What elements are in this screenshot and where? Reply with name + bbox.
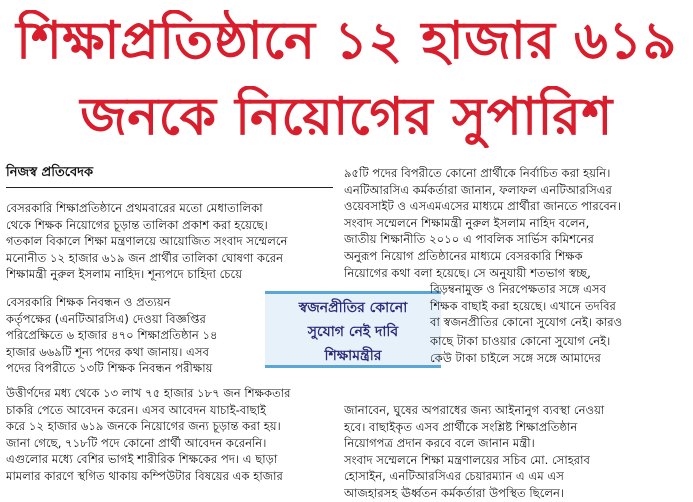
pull-quote-line: শিক্ষামন্ত্রীর bbox=[324, 348, 382, 364]
paragraph-line: কেউ টাকা চাইলে সঙ্গে সঙ্গে আমাদের bbox=[430, 350, 601, 365]
paragraph-line: মনোনীত ১২ হাজার ৬১৯ জন প্রার্থীর তালিকা ঘোষণা করেন bbox=[6, 250, 284, 265]
paragraph-line: শিক্ষক বাছাই করা হয়েছে। এখানে তদবির bbox=[430, 298, 616, 313]
paragraph-line: সংবাদ সম্মেলনে শিক্ষা মন্ত্রণালয়ের সচিব মো. সোহরাব bbox=[344, 452, 590, 467]
paragraph-line: জানাবেন, ঘুষের অপরাধের জন্য আইনানুগ ব্যবস্থা নেওয়া bbox=[344, 403, 605, 417]
paragraph-line: বা স্বজনপ্রীতির কোনো সুযোগ নেই। কারও bbox=[430, 315, 623, 330]
paragraph-line: উত্তীর্ণদের মধ্য থেকে ১৩ লাখ ৭৫ হাজার ১৮৭ জন শিক্ষকতার bbox=[6, 386, 291, 400]
paragraph-line: বেসরকারি শিক্ষাপ্রতিষ্ঠানে প্রথমবারের মতো মেধাতালিকা bbox=[6, 201, 263, 215]
paragraph-line: পরিপ্রেক্ষিতে ৬ হাজার ৪৭০ শিক্ষাপ্রতিষ্ঠান ১৪ bbox=[6, 328, 218, 343]
paragraph-line: এগুলোর মধ্যে বেশির ভাগই শারীরিক শিক্ষকের পদ। এ ছাড়া bbox=[6, 452, 278, 467]
pull-quote-line: সুযোগ নেই দাবি bbox=[307, 324, 399, 340]
body-column-left-bottom bbox=[6, 385, 336, 485]
paragraph-line: কাছে টাকা চাওয়ার কোনো সুযোগ নেই। bbox=[430, 334, 611, 348]
body-column-right-mid bbox=[430, 333, 688, 366]
paragraph-line: অনুরূপ নিয়োগ প্রতিষ্ঠানের মাধ্যমে বেসরকারি শিক্ষক bbox=[344, 248, 583, 263]
paragraph-line: থেকে শিক্ষক নিয়োগের চূড়ান্ত তালিকা প্রকাশ করা হয়েছে। bbox=[6, 217, 268, 232]
paragraph-line: মামলার কারণে স্থগিত থাকায় কম্পিউটার বিষয়ের এক হাজার bbox=[6, 468, 283, 483]
paragraph-line: ৯৫টি পদের বিপরীতে কোনো প্রার্থীকে নির্বাচিত করা হয়নি। bbox=[344, 166, 611, 180]
paragraph-line: পদের বিপরীতে ১৩টি শিক্ষক নিবন্ধন পরীক্ষায় bbox=[6, 361, 213, 376]
paragraph-line: হোসাইন, এনটিআরসিএর চেয়ারম্যান এ এম এস bbox=[344, 469, 564, 484]
paragraph-line: বেসরকারি শিক্ষক নিবন্ধন ও প্রত্যয়ন bbox=[6, 295, 171, 309]
paragraph-line: কর্তৃপক্ষের (এনটিআরসিএ) দেওয়া বিজ্ঞপ্তির bbox=[6, 311, 206, 326]
paragraph-line: আজহারসহ ঊর্ধ্বতন কর্মকর্তারা উপস্থিত ছিলেন। bbox=[344, 485, 565, 500]
paragraph-line: চাকরি পেতে আবেদন করেন। এসব আবেদন যাচাই-বাছাই bbox=[6, 402, 267, 417]
body-column-left-top bbox=[6, 200, 336, 283]
paragraph-line: জাতীয় শিক্ষানীতি ২০১০ এ পাবলিক সার্ভিস কমিশনের bbox=[344, 232, 594, 247]
headline-line-2: জনকে নিয়োগের সুপারিশ bbox=[80, 87, 613, 147]
paragraph-line: জানা গেছে, ৭১৮টি পদে কোনো প্রার্থী আবেদন করেননি। bbox=[6, 435, 267, 450]
paragraph-line: এনটিআরসিএ কর্মকর্তারা জানান, ফলাফল এনটিআরসিএর bbox=[344, 182, 612, 197]
paragraph-line: গতকাল বিকালে শিক্ষা মন্ত্রণালয়ে আয়োজিত সংবাদ সম্মেলনে bbox=[6, 234, 288, 249]
paragraph-line: নিয়োগের কথা বলা হয়েছে। সে অনুযায়ী শতভাগ স্বচ্ছ, bbox=[344, 265, 591, 280]
paragraph-line: হবে। বাছাইকৃত এসব প্রার্থীকে সংশ্লিষ্ট শিক্ষাপ্রতিষ্ঠান bbox=[344, 419, 578, 434]
byline: নিজস্ব প্রতিবেদক bbox=[6, 163, 333, 188]
paragraph-line: নিয়োগপত্র প্রদান করবে বলে জানান মন্ত্রী। bbox=[344, 436, 535, 451]
paragraph-line: হাজার ৬৬৯টি শূন্য পদের কথা জানায়। এসব bbox=[6, 344, 209, 359]
body-column-right-top bbox=[344, 165, 688, 331]
body-column-right-bottom bbox=[344, 402, 688, 502]
paragraph-line: সংবাদ সম্মেলনে শিক্ষামন্ত্রী নুরুল ইসলাম নাহিদ বলেন, bbox=[344, 215, 590, 230]
paragraph-line: করে ১২ হাজার ৬১৯ জনকে নিয়োগের জন্য চূড়ান্ত করা হয়। bbox=[6, 419, 281, 434]
headline-line-1: শিক্ষাপ্রতিষ্ঠানে ১২ হাজার ৬১৯ bbox=[16, 11, 677, 71]
body-column-left-mid bbox=[6, 294, 260, 377]
paragraph-line: শিক্ষামন্ত্রী নুরুল ইসলাম নাহিদ। শূন্যপদে চাহিদা চেয়ে bbox=[6, 267, 243, 282]
paragraph-line: ওয়েবসাইট ও এসএমএসের মাধ্যমে প্রার্থীরা জানতে পারবেন। bbox=[344, 199, 621, 214]
pull-quote-line: স্বজনপ্রীতির কোনো bbox=[298, 300, 408, 316]
paragraph-line: বিড়ম্বনামুক্ত ও নিরপেক্ষতার সঙ্গে এসব bbox=[430, 282, 607, 297]
